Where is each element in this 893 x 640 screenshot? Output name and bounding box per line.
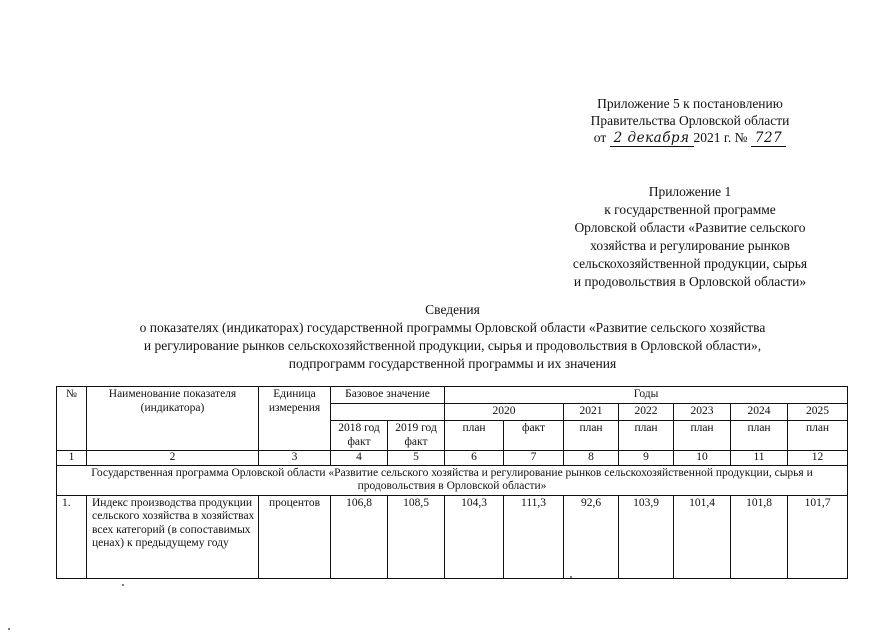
column-number: 10 [674, 451, 731, 466]
heading-line: подпрограмм государственной программы и их значения [288, 356, 617, 371]
header-unit: Единица измерения [259, 387, 331, 451]
scan-speck [8, 628, 10, 630]
column-number: 8 [564, 451, 619, 466]
column-number: 4 [331, 451, 388, 466]
column-number: 3 [259, 451, 331, 466]
column-number: 12 [788, 451, 848, 466]
program-title-row [57, 465, 848, 495]
header-num: № [57, 387, 87, 451]
heading-line: о показателях (индикаторах) государственной программы Орловской области «Развитие сельского хозяйства [139, 320, 766, 335]
appendix1-line: Приложение 1 [648, 184, 732, 199]
appendix5-line1: Приложение 5 к постановлению [597, 96, 783, 111]
row-unit: процентов [259, 495, 331, 578]
handwritten-date: 2 декабря [610, 130, 694, 147]
scan-speck [570, 576, 572, 578]
appendix1-header [540, 183, 840, 291]
column-number: 9 [619, 451, 674, 466]
row-value-2022-plan: 103,9 [619, 495, 674, 578]
date-suffix: 2021 г. № [693, 130, 748, 145]
appendix1-line: сельскохозяйственной продукции, сырья [572, 256, 808, 271]
appendix5-header [560, 95, 820, 147]
heading-line: и регулирование рынков сельскохозяйственной продукции, сырья и продовольствия в Орловской области», [143, 338, 762, 353]
header-year-2021: 2021 [564, 404, 619, 421]
date-prefix: от [593, 130, 607, 145]
header-base-2019: 2019 год факт [388, 421, 445, 451]
handwritten-number: 727 [751, 130, 786, 147]
column-number: 5 [388, 451, 445, 466]
header-year-2023: 2023 [674, 404, 731, 421]
header-year-2022: 2022 [619, 404, 674, 421]
header-name: Наименование показателя (индикатора) [87, 387, 259, 451]
row-value-2023-plan: 101,4 [674, 495, 731, 578]
row-value-2019-fact: 108,5 [388, 495, 445, 578]
row-value-2021-plan: 92,6 [564, 495, 619, 578]
row-value-2018-fact: 106,8 [331, 495, 388, 578]
column-number: 1 [57, 451, 87, 466]
column-number: 6 [445, 451, 504, 466]
header-fact-2020: факт [504, 421, 564, 451]
header-base-2018: 2018 год факт [331, 421, 388, 451]
header-plan-2022: план [619, 421, 674, 451]
header-plan-2024: план [731, 421, 788, 451]
column-number: 11 [731, 451, 788, 466]
header-base-blank [331, 404, 445, 421]
header-year-2024: 2024 [731, 404, 788, 421]
document-heading [60, 301, 845, 373]
row-value-2020-plan: 104,3 [445, 495, 504, 578]
program-title: Государственная программа Орловской области «Развитие сельского хозяйства и регулирование рынков сельскохозяйственной продукции, сырья и продовольствия в Орловской области» [57, 465, 848, 495]
appendix1-line: Орловской области «Развитие сельского [574, 220, 806, 235]
appendix5-date-line [560, 129, 820, 147]
indicators-table [56, 386, 848, 579]
header-plan-2025: план [788, 421, 848, 451]
row-num: 1. [57, 495, 87, 578]
header-plan-2021: план [564, 421, 619, 451]
header-base: Базовое значение [331, 387, 445, 404]
heading-title: Сведения [425, 302, 480, 317]
header-plan-2020: план [445, 421, 504, 451]
row-value-2025-plan: 101,7 [788, 495, 848, 578]
column-number: 7 [504, 451, 564, 466]
appendix1-line: к государственной программе [604, 202, 776, 217]
header-years: Годы [445, 387, 848, 404]
column-number: 2 [87, 451, 259, 466]
scan-speck [122, 584, 124, 586]
column-numbers-row [57, 451, 848, 466]
row-value-2024-plan: 101,8 [731, 495, 788, 578]
appendix1-line: и продовольствия в Орловской области» [573, 274, 807, 289]
row-indicator-name: Индекс производства продукции сельского хозяйства в хозяйствах всех категорий (в сопоставимых ценах) к предыдущему году [87, 495, 259, 578]
table-row [57, 495, 848, 578]
table-header-row [57, 387, 848, 404]
header-plan-2023: план [674, 421, 731, 451]
appendix5-line2: Правительства Орловской области [590, 113, 790, 128]
header-year-2025: 2025 [788, 404, 848, 421]
header-year-2020: 2020 [445, 404, 564, 421]
appendix1-line: хозяйства и регулирование рынков [590, 238, 790, 253]
row-value-2020-fact: 111,3 [504, 495, 564, 578]
